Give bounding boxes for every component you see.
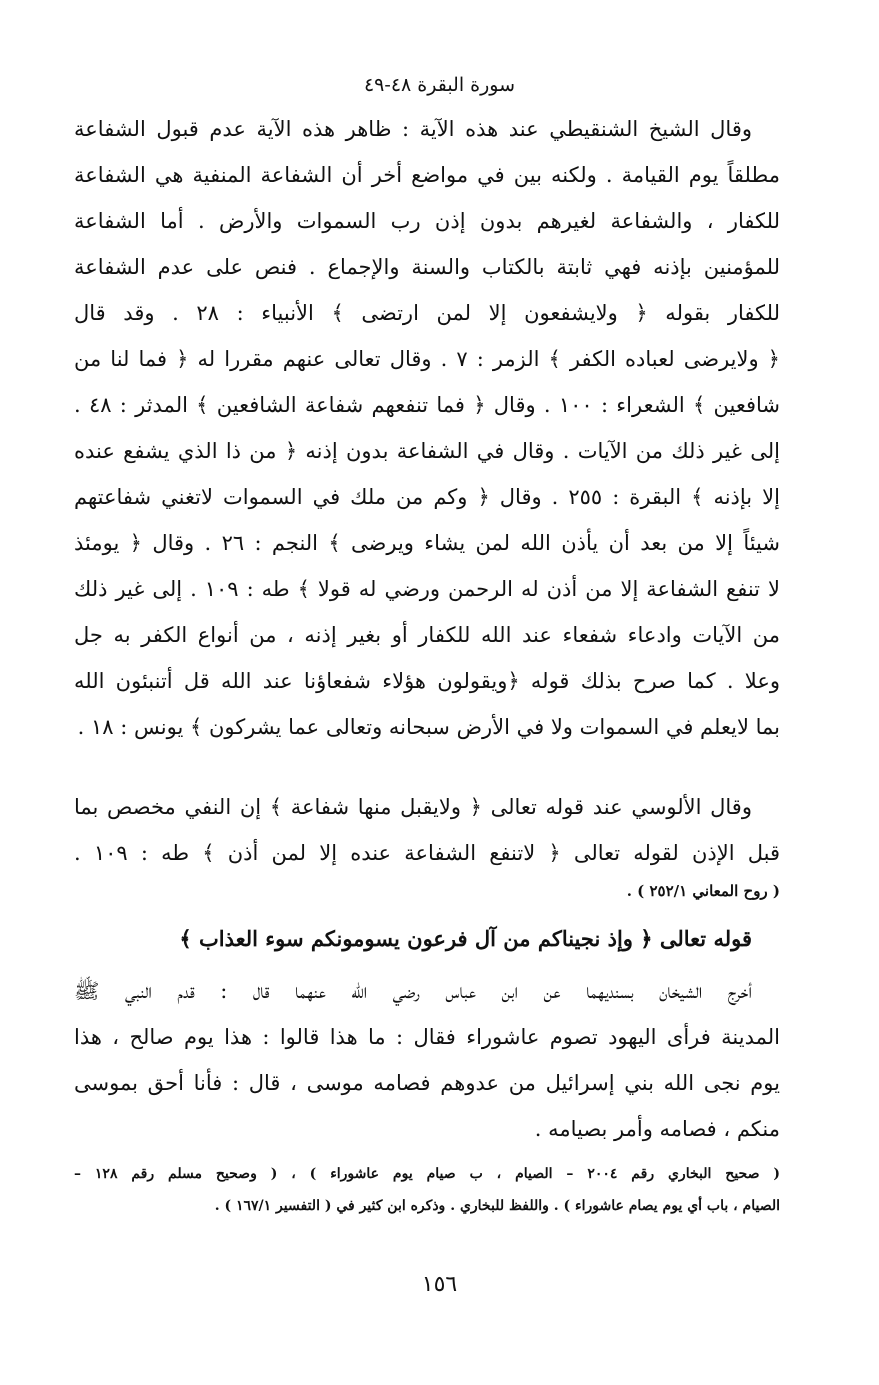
- text-line: شافعين ﴾ الشعراء : ١٠٠ . وقال ﴿ فما تنفعهم شفاعة الشافعين ﴾ المدثر : ٤٨ .: [74, 393, 780, 417]
- text-line: للكفار ، والشفاعة لغيرهم بدون إذن رب السموات والأرض . أما الشفاعة: [74, 209, 780, 233]
- paragraph-alusi: [74, 784, 780, 906]
- text-line: ﴿ ولايرضى لعباده الكفر ﴾ الزمر : ٧ . وقال تعالى عنهم مقررا له ﴿ فما لنا من: [74, 347, 780, 371]
- text-line: للمؤمنين بإذنه فهي ثابتة بالكتاب والسنة والإجماع . فنص على عدم الشفاعة: [74, 255, 780, 279]
- text-line: شيئاً إلا من بعد أن يأذن الله لمن يشاء ويرضى ﴾ النجم : ٢٦ . وقال ﴿ يومئذ: [74, 531, 780, 555]
- text-line: وقال الألوسي عند قوله تعالى ﴿ ولايقبل منها شفاعة ﴾ إن النفي مخصص بما: [74, 795, 752, 819]
- text-line: بما لايعلم في السموات ولا في الأرض سبحانه وتعالى عما يشركون ﴾ يونس : ١٨ .: [77, 715, 780, 739]
- footnote-line: ( صحيح البخاري رقم ٢٠٠٤ – الصيام ، ب صيام يوم عاشوراء ) ، ( وصحيح مسلم رقم ١٢٨ –: [74, 1166, 780, 1182]
- text-line: للكفار بقوله ﴿ ولايشفعون إلا لمن ارتضى ﴾ الأنبياء : ٢٨ . وقد قال: [74, 301, 780, 325]
- verse-heading: قوله تعالى ﴿ وإذ نجيناكم من آل فرعون يسومونكم سوء العذاب ﴾: [179, 926, 752, 951]
- text-line: يوم نجى الله بني إسرائيل من عدوهم فصامه موسى ، قال : فأنا أحق بموسى: [74, 1071, 780, 1095]
- page-number: ١٥٦: [421, 1272, 458, 1297]
- reference-citation: ( روح المعاني ٢٥٢/١ ) .: [626, 882, 780, 900]
- text-line: وعلا . كما صرح بذلك قوله ﴿ويقولون هؤلاء شفعاؤنا عند الله قل أتنبئون الله: [74, 669, 780, 693]
- text-line: مطلقاً يوم القيامة . ولكنه بين في مواضع أخر أن الشفاعة المنفية هي الشفاعة: [74, 163, 780, 187]
- running-header: سورة البقرة ٤٨-٤٩: [363, 74, 516, 96]
- paragraph-shanqiti: [74, 106, 780, 750]
- text-line: منكم ، فصامه وأمر بصيامه .: [534, 1117, 780, 1141]
- footnote: [74, 1158, 780, 1222]
- verse-heading-block: [74, 916, 780, 962]
- text-line: إلا بإذنه ﴾ البقرة : ٢٥٥ . وقال ﴿ وكم من ملك في السموات لاتغني شفاعتهم: [74, 485, 780, 509]
- text-line: أخرج الشيخان بسنديهما عن ابن عباس رضي الله عنهما قال : قدم النبي ﷺ: [74, 979, 752, 1003]
- footnote-line: الصيام ، باب أي يوم يصام عاشوراء ) . واللفظ للبخاري . وذكره ابن كثير في ( التفسير ١٦٧/١ ) .: [214, 1198, 780, 1214]
- paragraph-hadith: [74, 968, 780, 1152]
- text-line: من الآيات وادعاء شفعاء عند الله للكفار أو بغير إذنه ، من أنواع الكفر به جل: [74, 623, 780, 647]
- text-line: قبل الإذن لقوله تعالى ﴿ لاتنفع الشفاعة عنده إلا لمن أذن ﴾ طه : ١٠٩ .: [74, 841, 780, 865]
- text-line: المدينة فرأى اليهود تصوم عاشوراء فقال : ما هذا قالوا : هذا يوم صالح ، هذا: [74, 1025, 780, 1049]
- text-line: إلى غير ذلك من الآيات . وقال في الشفاعة بدون إذنه ﴿ من ذا الذي يشفع عنده: [74, 439, 780, 463]
- text-line: لا تنفع الشفاعة إلا من أذن له الرحمن ورضي له قولا ﴾ طه : ١٠٩ . إلى غير ذلك: [74, 577, 780, 601]
- text-line: وقال الشيخ الشنقيطي عند هذه الآية : ظاهر هذه الآية عدم قبول الشفاعة: [74, 117, 752, 141]
